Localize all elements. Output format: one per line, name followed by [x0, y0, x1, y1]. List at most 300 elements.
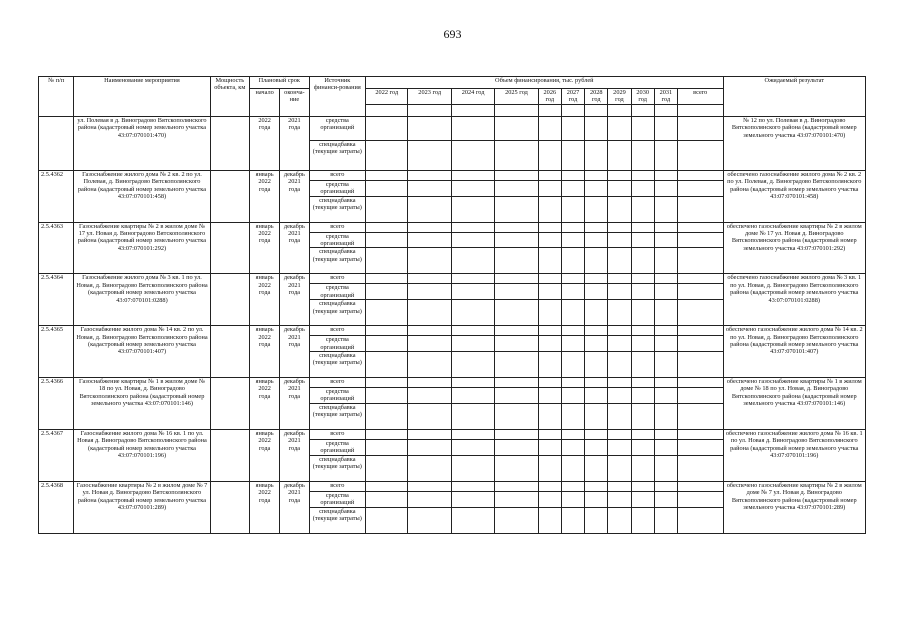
funding-cell	[654, 326, 677, 336]
funding-cell	[495, 232, 538, 248]
header-year-cell	[451, 104, 494, 116]
row-source: всего	[309, 326, 366, 336]
funding-cell	[408, 352, 451, 378]
row-name: Газоснабжение жилого дома № 16 кв. 1 по ул. Новая д. Виноградово Вятскополянского района (кадастровый номер земельного участка 43:07:070101:196)	[74, 429, 210, 481]
funding-cell	[366, 507, 408, 533]
funding-cell	[608, 388, 631, 404]
funding-cell	[451, 336, 494, 352]
table-row	[39, 116, 866, 140]
row-name: Газоснабжение квартиры № 2 в жилом доме № 17 ул. Новая д. Виноградово Вятскополянского района (кадастровый номер земельного участка 43:07:070101:292)	[74, 222, 210, 274]
funding-cell	[654, 116, 677, 140]
funding-cell	[561, 491, 584, 507]
funding-cell	[451, 116, 494, 140]
funding-cell	[654, 455, 677, 481]
funding-cell	[451, 248, 494, 274]
funding-cell	[538, 429, 561, 439]
funding-cell	[631, 248, 654, 274]
funding-cell	[654, 378, 677, 388]
row-source: средства организаций	[309, 116, 366, 140]
funding-cell	[495, 352, 538, 378]
funding-cell	[408, 455, 451, 481]
funding-cell	[678, 429, 723, 439]
funding-cell	[561, 481, 584, 491]
row-source: спецнадбавка (текущие затраты)	[309, 300, 366, 326]
funding-cell	[408, 196, 451, 222]
funding-cell	[538, 170, 561, 180]
table-row	[39, 326, 866, 336]
funding-cell	[585, 248, 608, 274]
funding-cell	[366, 455, 408, 481]
funding-cell	[495, 403, 538, 429]
funding-cell	[561, 170, 584, 180]
funding-cell	[585, 300, 608, 326]
funding-cell	[608, 352, 631, 378]
funding-cell	[408, 507, 451, 533]
funding-cell	[631, 116, 654, 140]
table-row	[39, 429, 866, 439]
funding-cell	[538, 232, 561, 248]
funding-cell	[678, 222, 723, 232]
row-source: средства организаций	[309, 232, 366, 248]
funding-cell	[366, 300, 408, 326]
row-result: № 12 по ул. Полевая в д. Виноградово Вятскополянского района (кадастровый номер земельного участка 43:07:070101:470)	[723, 116, 866, 170]
row-capacity	[210, 222, 249, 274]
row-source: всего	[309, 429, 366, 439]
row-capacity	[210, 116, 249, 170]
funding-cell	[678, 180, 723, 196]
header-year: 2029 год	[608, 89, 631, 105]
funding-table	[38, 76, 866, 534]
funding-cell	[408, 170, 451, 180]
funding-cell	[631, 491, 654, 507]
table-row	[39, 274, 866, 284]
header-year-cell	[608, 104, 631, 116]
funding-cell	[451, 196, 494, 222]
row-source: спецнадбавка (текущие затраты)	[309, 196, 366, 222]
funding-cell	[366, 403, 408, 429]
funding-cell	[608, 248, 631, 274]
header-result: Ожидаемый результат	[723, 77, 866, 117]
funding-cell	[538, 180, 561, 196]
funding-cell	[408, 336, 451, 352]
funding-cell	[366, 429, 408, 439]
funding-cell	[538, 507, 561, 533]
row-name: Газоснабжение жилого дома № 14 кв. 2 по ул. Новая, д. Виноградово Вятскополянского района (кадастровый номер земельного участка 43:07:070101:407)	[74, 326, 210, 378]
funding-cell	[495, 439, 538, 455]
header-year: 2022 год	[366, 89, 408, 105]
row-source: средства организаций	[309, 439, 366, 455]
header-year: 2026 год	[538, 89, 561, 105]
funding-cell	[631, 284, 654, 300]
funding-cell	[585, 222, 608, 232]
funding-cell	[631, 507, 654, 533]
funding-cell	[495, 336, 538, 352]
funding-cell	[366, 388, 408, 404]
row-capacity	[210, 274, 249, 326]
funding-cell	[366, 116, 408, 140]
funding-cell	[408, 274, 451, 284]
funding-cell	[631, 352, 654, 378]
funding-cell	[654, 196, 677, 222]
row-name: Газоснабжение квартиры № 2 в жилом доме № 7 ул. Новая д. Виноградово Вятскополянского района (кадастровый номер земельного участка 43:07:070101:289)	[74, 481, 210, 533]
funding-cell	[585, 507, 608, 533]
header-year-total: всего	[678, 89, 723, 105]
row-source: всего	[309, 274, 366, 284]
funding-cell	[366, 222, 408, 232]
funding-cell	[561, 284, 584, 300]
funding-cell	[678, 196, 723, 222]
row-source: средства организаций	[309, 388, 366, 404]
funding-cell	[408, 429, 451, 439]
funding-cell	[561, 180, 584, 196]
funding-cell	[538, 140, 561, 170]
funding-cell	[538, 196, 561, 222]
funding-cell	[654, 284, 677, 300]
funding-cell	[538, 455, 561, 481]
funding-cell	[561, 232, 584, 248]
header-year-cell	[585, 104, 608, 116]
funding-cell	[654, 429, 677, 439]
funding-cell	[451, 284, 494, 300]
funding-cell	[608, 274, 631, 284]
funding-cell	[495, 196, 538, 222]
funding-cell	[631, 300, 654, 326]
row-source: спецнадбавка (текущие затраты)	[309, 507, 366, 533]
funding-cell	[561, 352, 584, 378]
funding-cell	[654, 232, 677, 248]
funding-cell	[608, 140, 631, 170]
funding-cell	[631, 439, 654, 455]
row-source: средства организаций	[309, 491, 366, 507]
header-year-cell	[495, 104, 538, 116]
funding-cell	[451, 326, 494, 336]
funding-cell	[608, 180, 631, 196]
funding-cell	[495, 274, 538, 284]
funding-cell	[408, 222, 451, 232]
funding-cell	[366, 481, 408, 491]
funding-cell	[408, 232, 451, 248]
header-source: Источник финанси-рования	[309, 77, 366, 117]
funding-cell	[654, 274, 677, 284]
funding-cell	[654, 439, 677, 455]
funding-cell	[631, 326, 654, 336]
funding-cell	[538, 274, 561, 284]
row-start: январь 2022 года	[250, 170, 280, 222]
funding-cell	[561, 507, 584, 533]
header-year-cell	[678, 104, 723, 116]
funding-cell	[561, 196, 584, 222]
row-number: 2.5.4368	[39, 481, 74, 533]
funding-cell	[495, 222, 538, 232]
funding-cell	[495, 429, 538, 439]
row-capacity	[210, 326, 249, 378]
row-capacity	[210, 378, 249, 430]
funding-cell	[561, 429, 584, 439]
funding-cell	[608, 232, 631, 248]
funding-cell	[495, 481, 538, 491]
header-funding: Объем финансирования, тыс. рублей	[366, 77, 723, 89]
funding-cell	[408, 140, 451, 170]
row-end: декабрь 2021 года	[280, 326, 309, 378]
header-term-end: оконча-ние	[280, 89, 309, 117]
funding-cell	[678, 326, 723, 336]
funding-cell	[678, 116, 723, 140]
funding-cell	[538, 352, 561, 378]
funding-cell	[678, 232, 723, 248]
funding-cell	[538, 116, 561, 140]
funding-cell	[585, 481, 608, 491]
funding-cell	[631, 232, 654, 248]
funding-cell	[608, 507, 631, 533]
funding-cell	[608, 429, 631, 439]
funding-cell	[631, 378, 654, 388]
funding-cell	[608, 491, 631, 507]
row-name: ул. Полевая в д. Виноградово Вятскополянского района (кадастровый номер земельного участка 43:07:070101:470)	[74, 116, 210, 170]
row-number: 2.5.4365	[39, 326, 74, 378]
row-number: 2.5.4362	[39, 170, 74, 222]
funding-cell	[366, 232, 408, 248]
row-end: декабрь 2021 года	[280, 429, 309, 481]
funding-cell	[538, 300, 561, 326]
funding-cell	[585, 274, 608, 284]
funding-cell	[366, 439, 408, 455]
funding-cell	[451, 403, 494, 429]
header-year: 2025 год	[495, 89, 538, 105]
table-row	[39, 170, 866, 180]
funding-cell	[451, 439, 494, 455]
funding-cell	[495, 180, 538, 196]
funding-cell	[408, 326, 451, 336]
header-term: Плановый срок	[250, 77, 310, 89]
funding-cell	[408, 300, 451, 326]
funding-cell	[561, 378, 584, 388]
header-year: 2031 год	[654, 89, 677, 105]
header-year-cell	[366, 104, 408, 116]
funding-cell	[678, 481, 723, 491]
funding-cell	[451, 232, 494, 248]
funding-cell	[366, 140, 408, 170]
funding-cell	[408, 378, 451, 388]
funding-cell	[654, 300, 677, 326]
funding-cell	[561, 116, 584, 140]
funding-cell	[408, 248, 451, 274]
row-result: обеспечено газоснабжение квартиры № 2 в жилом доме № 17 ул. Новая д. Виноградово Вятскополянского района (кадастровый номер земельного участка 43:07:070101:292)	[723, 222, 866, 274]
row-capacity	[210, 429, 249, 481]
funding-cell	[585, 140, 608, 170]
funding-cell	[654, 481, 677, 491]
funding-cell	[631, 196, 654, 222]
funding-cell	[585, 455, 608, 481]
row-end: 2021 года	[280, 116, 309, 170]
funding-cell	[451, 388, 494, 404]
funding-cell	[451, 378, 494, 388]
funding-cell	[678, 170, 723, 180]
funding-cell	[538, 222, 561, 232]
funding-cell	[538, 491, 561, 507]
funding-cell	[538, 248, 561, 274]
funding-cell	[495, 378, 538, 388]
row-start: январь 2022 года	[250, 274, 280, 326]
funding-cell	[561, 336, 584, 352]
row-end: декабрь 2021 года	[280, 481, 309, 533]
row-source: спецнадбавка (текущие затраты)	[309, 403, 366, 429]
funding-cell	[561, 439, 584, 455]
funding-cell	[561, 326, 584, 336]
funding-cell	[408, 491, 451, 507]
funding-cell	[366, 284, 408, 300]
funding-cell	[495, 326, 538, 336]
funding-cell	[451, 170, 494, 180]
funding-cell	[451, 274, 494, 284]
row-end: декабрь 2021 года	[280, 274, 309, 326]
funding-cell	[654, 170, 677, 180]
funding-cell	[654, 248, 677, 274]
funding-cell	[608, 378, 631, 388]
funding-cell	[366, 248, 408, 274]
funding-cell	[678, 378, 723, 388]
funding-cell	[451, 352, 494, 378]
funding-cell	[538, 326, 561, 336]
funding-cell	[585, 403, 608, 429]
row-start: январь 2022 года	[250, 378, 280, 430]
row-name: Газоснабжение квартиры № 1 в жилом доме № 18 по ул. Новая, д. Виноградово Вятскополянского района (кадастровый номер земельного участка 43:07:070101:146)	[74, 378, 210, 430]
funding-cell	[631, 140, 654, 170]
header-capacity: Мощность объекта, км	[210, 77, 249, 117]
funding-cell	[631, 274, 654, 284]
row-result: обеспечено газоснабжение квартиры № 1 в жилом доме № 18 по ул. Новая, д. Виноградово Вятскополянского района (кадастровый номер земельного участка 43:07:070101:146)	[723, 378, 866, 430]
funding-cell	[585, 116, 608, 140]
funding-cell	[538, 439, 561, 455]
funding-cell	[451, 140, 494, 170]
funding-cell	[585, 429, 608, 439]
header-year: 2028 год	[585, 89, 608, 105]
row-source: средства организаций	[309, 336, 366, 352]
funding-cell	[585, 180, 608, 196]
row-capacity	[210, 170, 249, 222]
funding-cell	[585, 232, 608, 248]
funding-cell	[631, 481, 654, 491]
funding-cell	[561, 222, 584, 232]
row-end: декабрь 2021 года	[280, 222, 309, 274]
header-year-cell	[561, 104, 584, 116]
funding-cell	[561, 140, 584, 170]
funding-cell	[608, 196, 631, 222]
funding-cell	[495, 248, 538, 274]
funding-cell	[631, 180, 654, 196]
row-source: всего	[309, 378, 366, 388]
funding-cell	[608, 222, 631, 232]
funding-cell	[451, 222, 494, 232]
funding-cell	[451, 481, 494, 491]
funding-cell	[608, 326, 631, 336]
funding-cell	[495, 170, 538, 180]
table-row	[39, 481, 866, 491]
funding-cell	[654, 140, 677, 170]
row-source: спецнадбавка (текущие затраты)	[309, 248, 366, 274]
header-year-cell	[408, 104, 451, 116]
funding-cell	[585, 170, 608, 180]
funding-cell	[678, 274, 723, 284]
funding-cell	[608, 300, 631, 326]
funding-cell	[678, 403, 723, 429]
funding-cell	[654, 352, 677, 378]
row-start: 2022 года	[250, 116, 280, 170]
funding-cell	[631, 170, 654, 180]
table-row	[39, 222, 866, 232]
funding-cell	[678, 352, 723, 378]
row-source: спецнадбавка (текущие затраты)	[309, 140, 366, 170]
header-num: № п/п	[39, 77, 74, 117]
funding-cell	[654, 507, 677, 533]
funding-cell	[408, 180, 451, 196]
header-year: 2023 год	[408, 89, 451, 105]
funding-cell	[366, 352, 408, 378]
header-year-cell	[631, 104, 654, 116]
row-source: всего	[309, 222, 366, 232]
funding-cell	[451, 455, 494, 481]
funding-cell	[366, 196, 408, 222]
row-source: всего	[309, 170, 366, 180]
funding-cell	[608, 284, 631, 300]
funding-cell	[366, 378, 408, 388]
funding-cell	[538, 378, 561, 388]
funding-cell	[451, 180, 494, 196]
funding-cell	[585, 336, 608, 352]
funding-cell	[451, 491, 494, 507]
header-year: 2030 год	[631, 89, 654, 105]
funding-cell	[495, 140, 538, 170]
funding-cell	[585, 284, 608, 300]
funding-cell	[366, 274, 408, 284]
funding-cell	[585, 388, 608, 404]
funding-cell	[408, 388, 451, 404]
funding-cell	[654, 336, 677, 352]
row-source: средства организаций	[309, 180, 366, 196]
funding-cell	[408, 481, 451, 491]
funding-cell	[408, 116, 451, 140]
funding-cell	[678, 507, 723, 533]
funding-cell	[451, 507, 494, 533]
funding-cell	[654, 491, 677, 507]
funding-cell	[678, 284, 723, 300]
row-result: обеспечено газоснабжение жилого дома № 14 кв. 2 по ул. Новая, д. Виноградово Вятскополянского района (кадастровый номер земельного участка 43:07:070101:407)	[723, 326, 866, 378]
funding-cell	[495, 455, 538, 481]
funding-cell	[366, 170, 408, 180]
row-capacity	[210, 481, 249, 533]
row-start: январь 2022 года	[250, 326, 280, 378]
funding-cell	[538, 403, 561, 429]
funding-cell	[631, 455, 654, 481]
funding-cell	[654, 222, 677, 232]
funding-cell	[585, 352, 608, 378]
row-end: декабрь 2021 года	[280, 170, 309, 222]
funding-cell	[585, 378, 608, 388]
funding-cell	[451, 300, 494, 326]
funding-cell	[561, 455, 584, 481]
header-year: 2024 год	[451, 89, 494, 105]
funding-cell	[678, 140, 723, 170]
funding-cell	[654, 388, 677, 404]
funding-cell	[561, 388, 584, 404]
funding-cell	[608, 336, 631, 352]
funding-cell	[585, 439, 608, 455]
funding-cell	[654, 403, 677, 429]
funding-cell	[608, 170, 631, 180]
funding-cell	[585, 491, 608, 507]
row-number: 2.5.4363	[39, 222, 74, 274]
row-source: всего	[309, 481, 366, 491]
row-number: 2.5.4364	[39, 274, 74, 326]
